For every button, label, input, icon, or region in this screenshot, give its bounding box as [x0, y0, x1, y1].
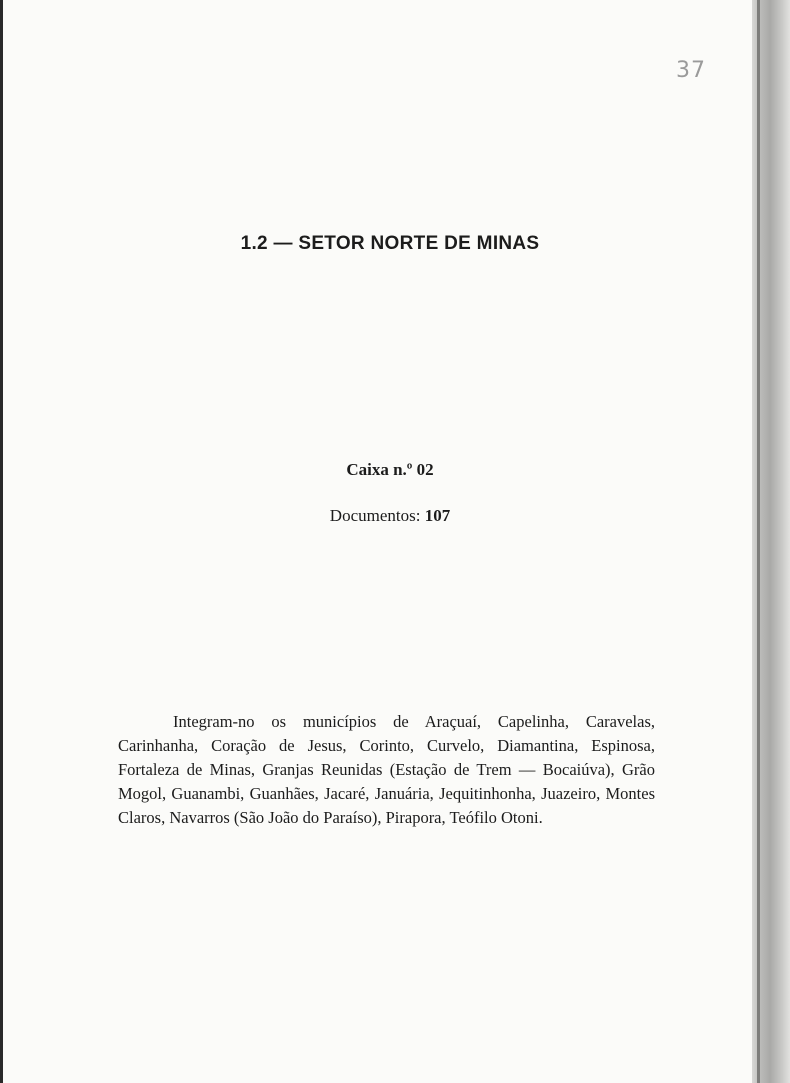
documents-line	[230, 506, 550, 526]
section-title: 1.2 — SETOR NORTE DE MINAS	[240, 233, 540, 254]
book-spine	[752, 0, 790, 1083]
municipalities-paragraph: Integram-no os municípios de Araçuaí, Capelinha, Caravelas, Carinhanha, Coração de Jesus, Corinto, Curvelo, Diamantina, Espinosa, Fortaleza de Minas, Granjas Reunidas (Estação de Trem — Bocaiúva), Grão Mogol, Guanambi, Guanhães, Jacaré, Januária, Jequitinhonha, Juazeiro, Montes Claros, Navarros (São João do Paraíso), Pirapora, Teófilo Otoni.	[118, 712, 655, 827]
documents-count: 107	[424, 506, 451, 525]
page-number: 37	[676, 58, 706, 83]
page-left-edge	[0, 0, 3, 1083]
documents-label: Documentos:	[329, 506, 421, 525]
spine-line	[757, 0, 760, 1083]
box-label: Caixa n.º 02	[346, 460, 434, 479]
